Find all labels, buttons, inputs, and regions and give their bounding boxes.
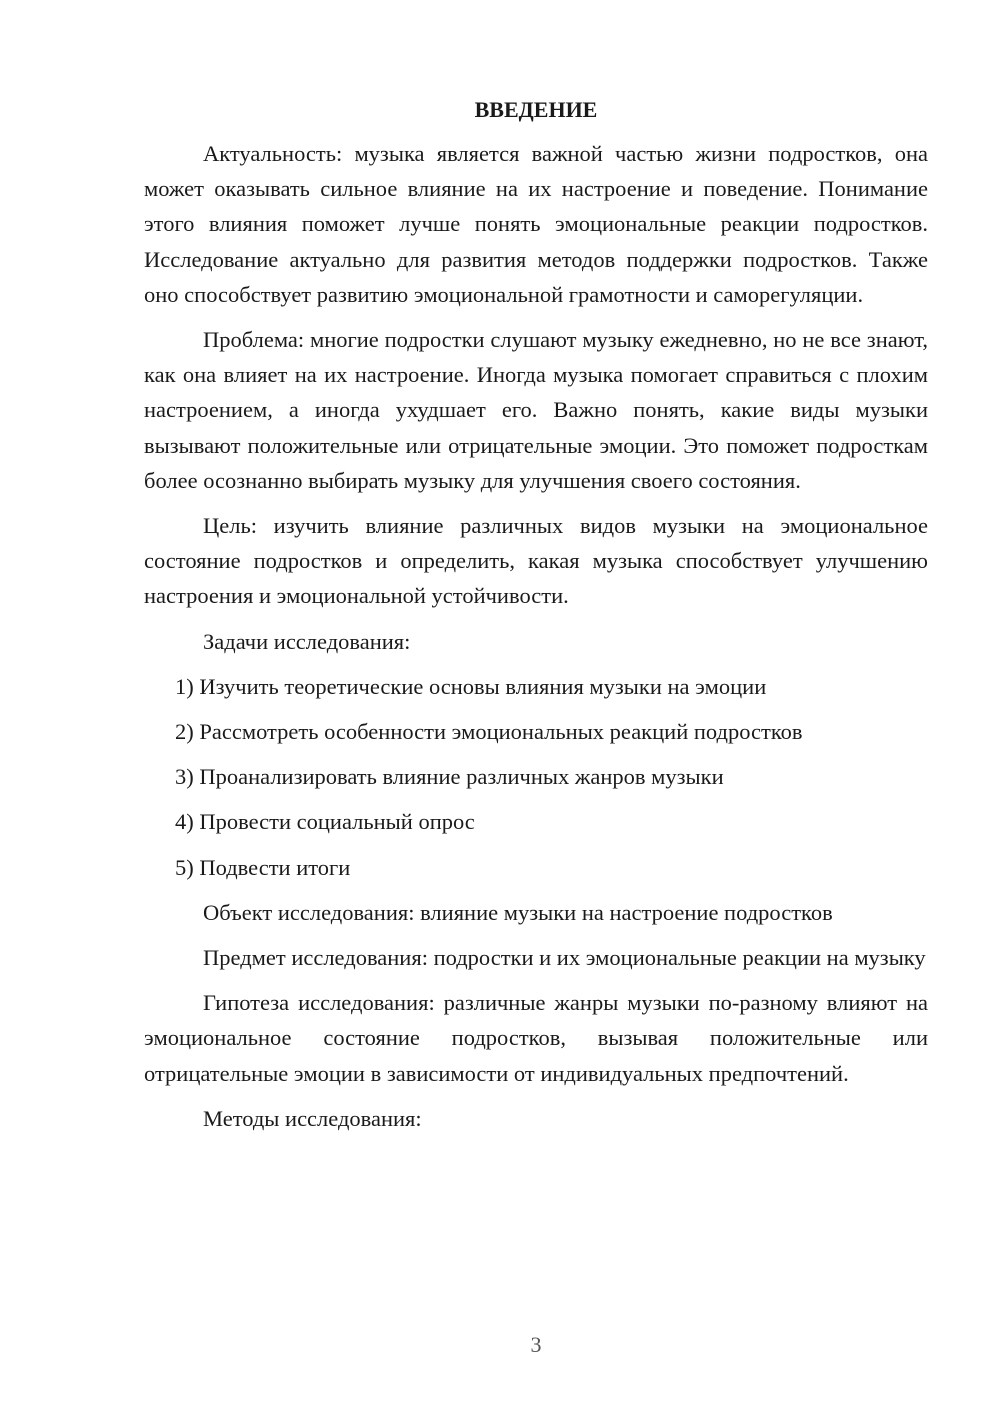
page-content — [144, 92, 928, 1146]
tasks-heading: Задачи исследования: — [203, 628, 411, 654]
tasks-list — [144, 669, 928, 885]
task-item: 3) Проанализировать влияние различных жанров музыки — [175, 764, 724, 790]
paragraph-goal: Цель: изучить влияние различных видов музыки на эмоциональное состояние подростков и определить, какая музыка способствует улучшению настроения и эмоциональной устойчивости. — [144, 513, 928, 609]
task-item: 4) Провести социальный опрос — [175, 809, 475, 835]
task-item: 5) Подвести итоги — [175, 854, 351, 880]
paragraph-object: Объект исследования: влияние музыки на настроение подростков — [203, 899, 833, 925]
paragraph-hypothesis: Гипотеза исследования: различные жанры музыки по-разному влияют на эмоциональное состояние подростков, вызывая положительные или отрицательные эмоции в зависимости от индивидуальных предпочтений. — [144, 990, 928, 1086]
task-item: 1) Изучить теоретические основы влияния музыки на эмоции — [175, 673, 767, 699]
page-title: ВВЕДЕНИЕ — [474, 97, 598, 122]
task-item: 2) Рассмотреть особенности эмоциональных реакций подростков — [175, 719, 803, 745]
page-number: 3 — [530, 1332, 542, 1357]
paragraph-relevance: Актуальность: музыка является важной частью жизни подростков, она может оказывать сильное влияние на их настроение и поведение. Понимание этого влияния поможет лучше понять эмоциональные реакции подростков. Исследование актуально для развития методов поддержки подростков. Также оно способствует развитию эмоциональной грамотности и саморегуляции. — [144, 141, 928, 307]
paragraph-subject: Предмет исследования: подростки и их эмоциональные реакции на музыку — [203, 945, 926, 971]
methods-heading: Методы исследования: — [203, 1105, 422, 1131]
paragraph-problem: Проблема: многие подростки слушают музыку ежедневно, но не все знают, как она влияет на их настроение. Иногда музыка помогает справиться с плохим настроением, а иногда ухудшает его. Важно понять, какие виды музыки вызывают положительные или отрицательные эмоции. Это поможет подросткам более осознанно выбирать музыку для улучшения своего состояния. — [144, 327, 928, 493]
